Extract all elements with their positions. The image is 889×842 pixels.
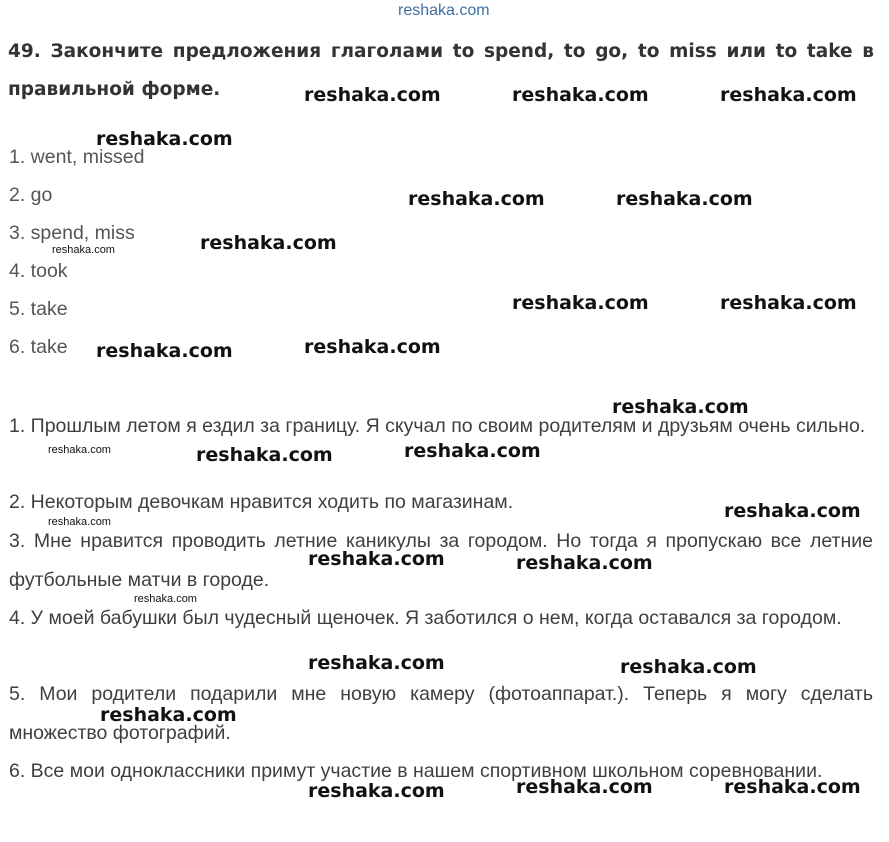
watermark: reshaka.com [516,552,653,574]
watermark-small: reshaka.com [48,516,111,528]
watermark: reshaka.com [612,396,749,418]
translation-item: 5. Мои родители подарили мне новую камеру (фотоаппарат.). Теперь я могу сделать множество фотографий. [9,683,873,744]
watermark-small: reshaka.com [48,444,111,456]
watermark: reshaka.com [308,652,445,674]
answer-item: 4. took [9,260,68,282]
watermark-small: reshaka.com [134,593,197,605]
watermark: reshaka.com [96,340,233,362]
watermark: reshaka.com [200,232,337,254]
watermark: reshaka.com [720,84,857,106]
watermark: reshaka.com [616,188,753,210]
watermark: reshaka.com [308,780,445,802]
watermark: reshaka.com [512,84,649,106]
watermark: reshaka.com [196,444,333,466]
translation-item: 2. Некоторым девочкам нравится ходить по магазинам. [9,491,514,513]
watermark: reshaka.com [96,128,233,150]
watermark: reshaka.com [304,336,441,358]
exercise-heading: 49. Закончите предложения глаголами to spend, to go, to miss или to take в правильной форме. [8,41,874,100]
answer-item: 2. go [9,184,53,206]
translation-item: 4. У моей бабушки был чудесный щеночек. Я заботился о нем, когда оставался за городом. [9,607,842,629]
translation-item: 6. Все мои одноклассники примут участие в нашем спортивном школьном соревновании. [9,760,823,782]
answer-item: 6. take [9,336,68,358]
watermark: reshaka.com [304,84,441,106]
answer-item: 5. take [9,298,68,320]
watermark: reshaka.com [408,188,545,210]
watermark: reshaka.com [724,776,861,798]
watermark: reshaka.com [516,776,653,798]
watermark: reshaka.com [720,292,857,314]
watermark: reshaka.com [100,704,237,726]
translation-item: 1. Прошлым летом я ездил за границу. Я скучал по своим родителям и друзьям очень сильно. [9,415,866,437]
watermark: reshaka.com [404,440,541,462]
watermark: reshaka.com [512,292,649,314]
answer-item: 3. spend, miss [9,222,135,244]
translation-item: 3. Мне нравится проводить летние каникулы за городом. Но тогда я пропускаю все летние футбольные матчи в городе. [9,530,873,591]
watermark-small: reshaka.com [52,244,115,256]
watermark: reshaka.com [308,548,445,570]
site-link[interactable]: reshaka.com [398,2,490,19]
answer-item: 1. went, missed [9,146,145,168]
watermark: reshaka.com [620,656,757,678]
watermark: reshaka.com [724,500,861,522]
